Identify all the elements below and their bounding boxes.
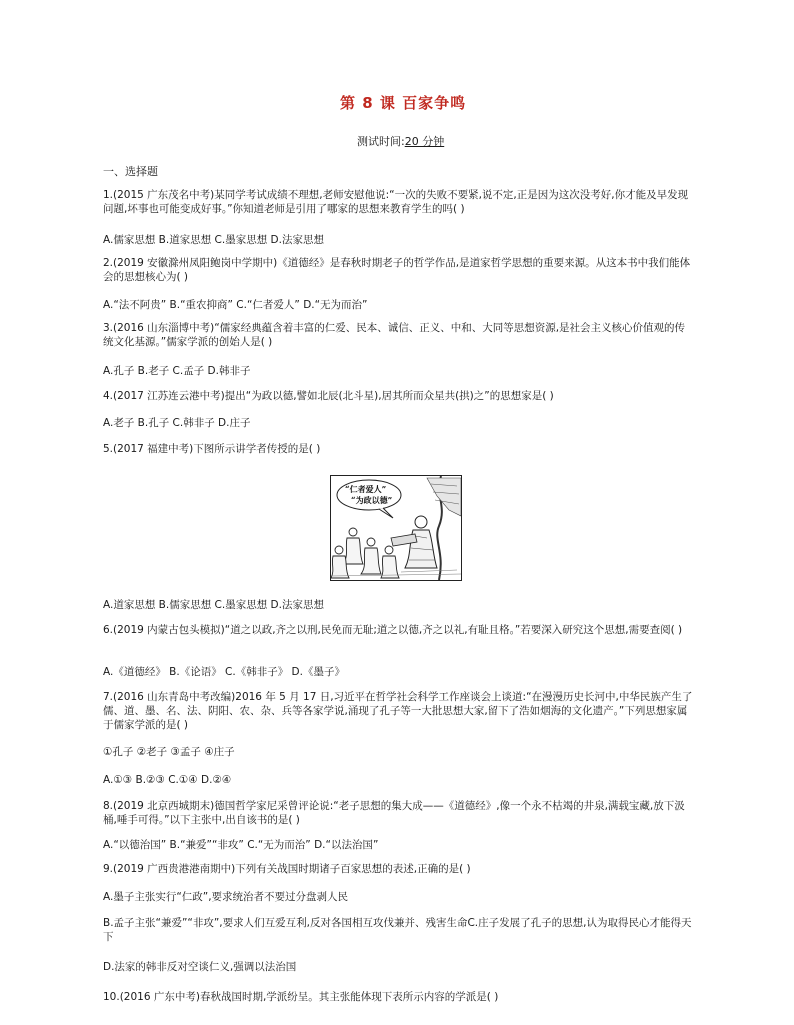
question-1-options: A.儒家思想 B.道家思想 C.墨家思想 D.法家思想 <box>103 234 324 246</box>
question-3-options: A.孔子 B.老子 C.孟子 D.韩非子 <box>103 365 251 377</box>
bubble-line-1: “仁者爱人” <box>345 484 387 494</box>
question-9-stem: 9.(2019 广西贵港港南期中)下列有关战国时期诸子百家思想的表述,正确的是( ) <box>103 863 471 875</box>
question-10-stem: 10.(2016 广东中考)春秋战国时期,学派纷呈。其主张能体现下表所示内容的学派是( ) <box>103 991 499 1003</box>
question-9-option-d: D.法家的韩非反对空谈仁义,强调以法治国 <box>103 961 297 973</box>
lecture-illustration <box>330 475 462 581</box>
question-4-options: A.老子 B.孔子 C.韩非子 D.庄子 <box>103 417 251 429</box>
question-8-options: A.“以德治国” B.“兼爱”“非攻” C.“无为而治” D.“以法治国” <box>103 839 379 851</box>
question-7-options: A.①③ B.②③ C.①④ D.②④ <box>103 774 232 786</box>
question-5-stem: 5.(2017 福建中考)下图所示讲学者传授的是( ) <box>103 443 321 455</box>
question-4-stem: 4.(2017 江苏连云港中考)提出“为政以德,譬如北辰(北斗星),居其所而众星共(拱)之”的思想家是( ) <box>103 390 554 402</box>
question-7-list: ①孔子 ②老子 ③孟子 ④庄子 <box>103 746 235 758</box>
question-5-options: A.道家思想 B.儒家思想 C.墨家思想 D.法家思想 <box>103 599 324 611</box>
question-2-stem: 2.(2019 安徽滁州凤阳鲍岗中学期中)《道德经》是春秋时期老子的哲学作品,是道家哲学思想的重要来源。从这本书中我们能体会的思想核心为( ) <box>103 257 691 283</box>
question-9-option-a: A.墨子主张实行“仁政”,要求统治者不要过分盘剥人民 <box>103 891 349 903</box>
section-heading: 一、选择题 <box>103 165 158 178</box>
question-6-options: A.《道德经》 B.《论语》 C.《韩非子》 D.《墨子》 <box>103 666 345 678</box>
test-time-value: 20 分钟 <box>404 135 445 148</box>
question-7-stem: 7.(2016 山东青岛中考改编)2016 年 5 月 17 日,习近平在哲学社会科学工作座谈会上谈道:“在漫漫历史长河中,中华民族产生了儒、道、墨、名、法、阴阳、农、杂、兵等各家学说,涌现了孔子等一大批思想大家,留下了浩如烟海的文化遗产。”下列思想家属于儒家学派的是( ) <box>103 691 693 731</box>
question-3-stem: 3.(2016 山东淄博中考)“儒家经典蕴含着丰富的仁爱、民本、诚信、正义、中和、大同等思想资源,是社会主义核心价值观的传统文化基源。”儒家学派的创始人是( ) <box>103 322 686 348</box>
question-2-options: A.“法不阿贵” B.“重农抑商” C.“仁者爱人” D.“无为而治” <box>103 299 368 311</box>
lecture-scene-drawing <box>331 476 461 580</box>
test-time-label: 测试时间: <box>357 135 405 148</box>
page-title: 第 8 课 百家争鸣 <box>340 94 467 112</box>
bubble-line-2: “为政以德” <box>351 495 393 505</box>
question-9-option-bc: B.孟子主张“兼爱”“非攻”,要求人们互爱互利,反对各国相互攻伐兼并、残害生命C.庄子发展了孔子的思想,认为取得民心才能得天下 <box>103 917 692 943</box>
question-8-stem: 8.(2019 北京西城期末)德国哲学家尼采曾评论说:“老子思想的集大成——《道德经》,像一个永不枯竭的井泉,满载宝藏,放下汲桶,唾手可得。”以下主张中,出自该书的是( ) <box>103 800 685 826</box>
question-1-stem: 1.(2015 广东茂名中考)某同学考试成绩不理想,老师安慰他说:“一次的失败不要紧,说不定,正是因为这次没考好,你才能及早发现问题,坏事也可能变成好事。”你知道老师是引用了哪家的思想来教育学生的吗( ) <box>103 189 689 215</box>
test-time <box>357 133 444 149</box>
question-6-stem: 6.(2019 内蒙古包头模拟)“道之以政,齐之以刑,民免而无耻;道之以德,齐之以礼,有耻且格。”若要深入研究这个思想,需要查阅( ) <box>103 624 683 636</box>
